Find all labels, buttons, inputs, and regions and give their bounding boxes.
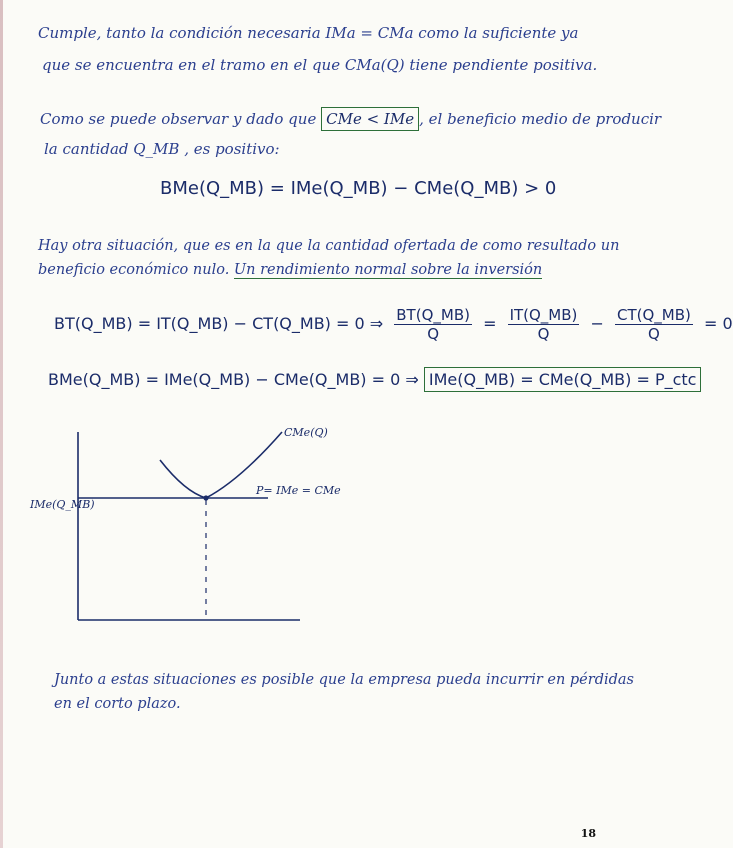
eq2-minus: −: [590, 314, 604, 333]
fraction1-denominator: Q: [427, 325, 440, 343]
paragraph2-line1: [40, 110, 661, 128]
fraction1-numerator: BT(Q_MB): [396, 306, 470, 324]
tangency-point: [203, 495, 208, 500]
paragraph4-line1: Junto a estas situaciones es posible que la empresa pueda incurrir en pérdidas: [54, 672, 634, 688]
equation-bme-positive: BMe(Q_MB) = IMe(Q_MB) − CMe(Q_MB) > 0: [160, 178, 557, 199]
fraction3-numerator: CT(Q_MB): [617, 306, 691, 324]
paragraph2-text-b: , el beneficio medio de producir: [419, 110, 662, 128]
price-line-label: P= IMe = CMe: [256, 484, 341, 497]
cme-curve-label: CMe(Q): [284, 426, 328, 439]
eq2-right: = 0: [703, 314, 733, 333]
fraction2-denominator: Q: [537, 325, 550, 343]
equation-bme-zero: [48, 370, 701, 389]
y-axis-value-label: IMe(Q_MB): [30, 498, 95, 511]
normal-return-underlined: Un rendimiento normal sobre la inversión: [233, 262, 543, 278]
paragraph2-text-a: Como se puede observar y dado que: [40, 110, 317, 128]
price-equality-box: IMe(Q_MB) = CMe(Q_MB) = P_ctc: [424, 367, 702, 392]
eq2-left: BT(Q_MB) = IT(Q_MB) − CT(Q_MB) = 0 ⇒: [54, 314, 384, 333]
paragraph1-line2: que se encuentra en el tramo en el que CMa(Q) tiene pendiente positiva.: [42, 56, 598, 74]
page-number: 18: [580, 827, 596, 840]
equation-bt-zero: [54, 306, 733, 343]
cme-less-ime-box: CMe < IMe: [321, 107, 419, 131]
fraction-it-over-q: [508, 306, 580, 343]
fraction-bt-over-q: [394, 306, 472, 343]
paragraph2-line2: la cantidad Q_MB , es positivo:: [44, 140, 280, 158]
paragraph1-line1: Cumple, tanto la condición necesaria IMa = CMa como la suficiente ya: [38, 24, 579, 42]
fraction3-denominator: Q: [648, 325, 660, 343]
paragraph4-line2: en el corto plazo.: [54, 696, 181, 712]
paragraph3-line2: [38, 262, 542, 278]
paragraph3-text-a: beneficio económico nulo.: [38, 262, 230, 278]
eq3-left: BMe(Q_MB) = IMe(Q_MB) − CMe(Q_MB) = 0 ⇒: [48, 370, 419, 389]
fraction2-numerator: IT(Q_MB): [509, 306, 578, 324]
paragraph3-line1: Hay otra situación, que es en la que la cantidad ofertada de como resultado un: [38, 238, 620, 254]
fraction-ct-over-q: [615, 306, 693, 343]
cost-curve-graph: [0, 420, 610, 660]
eq2-equals: =: [483, 314, 497, 333]
